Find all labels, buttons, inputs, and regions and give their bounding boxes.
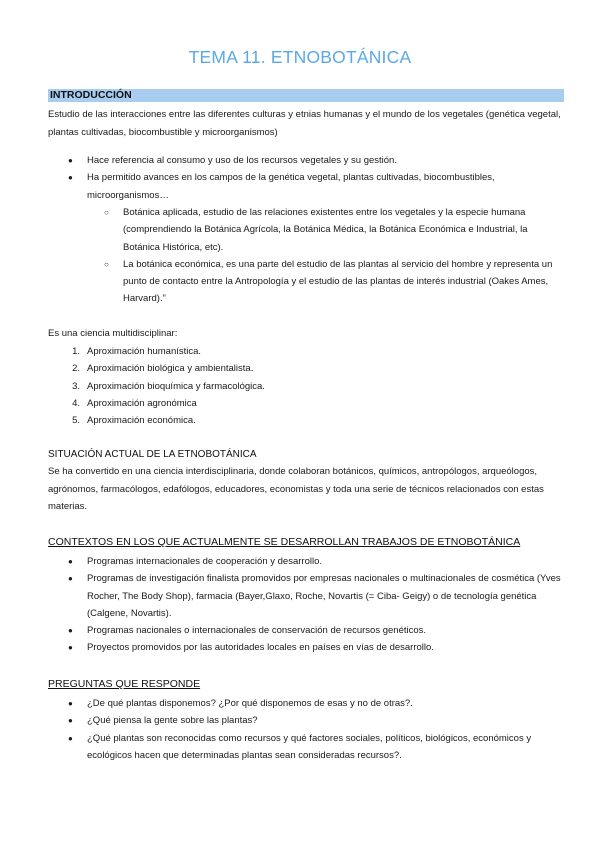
list-item: 4. Aproximación agronómica bbox=[72, 397, 197, 409]
list-item: ● Programas nacionales o internacionales de conservación de recursos genéticos. bbox=[68, 622, 566, 639]
list-item: ○ Botánica aplicada, estudio de las relaciones existentes entre los vegetales y la especie humana (comprendiendo la Botánica Agrícola, la Botánica Médica, la Botánica Económica e Industrial, la Botánica Histórica, etc). bbox=[104, 204, 566, 256]
contextos-heading: CONTEXTOS EN LOS QUE ACTUALMENTE SE DESARROLLAN TRABAJOS DE ETNOBOTÁNICA bbox=[48, 536, 521, 548]
bullet-icon: ● bbox=[68, 733, 73, 743]
bullet-icon: ● bbox=[68, 643, 73, 653]
list-item: 3. Aproximación bioquímica y farmacológica. bbox=[72, 380, 265, 392]
multidisciplinar-list bbox=[60, 343, 580, 429]
preguntas-list bbox=[68, 695, 566, 764]
hollow-bullet-icon: ○ bbox=[104, 208, 109, 217]
preguntas-heading: PREGUNTAS QUE RESPONDE bbox=[48, 678, 201, 690]
intro-heading-bar bbox=[48, 89, 564, 102]
list-item: ○ La botánica económica, es una parte del estudio de las plantas al servicio del hombre y representa un punto de contacto entre la Antropología y el estudio de las plantas de interés industrial (Oakes Ames, Harvard).” bbox=[104, 256, 566, 308]
bullet-icon: ● bbox=[68, 716, 73, 726]
intro-sub-bullet-list bbox=[104, 204, 566, 308]
contextos-list bbox=[68, 553, 566, 657]
intro-heading: INTRODUCCIÓN bbox=[50, 89, 132, 101]
situacion-text: Se ha convertido en una ciencia interdisciplinaria, donde colaboran botánicos, químicos, antropólogos, arqueólogos, agrónomos, farmacólogos, edafólogos, educadores, economistas y toda una serie de técnicos relacionados con estas materias. bbox=[48, 466, 544, 512]
list-item: ● Ha permitido avances en los campos de la genética vegetal, plantas cultivadas, biocombustibles, microorganismos… bbox=[68, 169, 567, 204]
bullet-icon: ● bbox=[68, 699, 73, 708]
situacion-heading: SITUACIÓN ACTUAL DE LA ETNOBOTÁNICA bbox=[48, 449, 257, 460]
list-item: 5. Aproximación económica. bbox=[72, 415, 196, 427]
list-item: ● ¿Qué piensa la gente sobre las plantas? bbox=[68, 712, 566, 729]
list-item: ● Proyectos promovidos por las autoridades locales en países en vías de desarrollo. bbox=[68, 639, 566, 656]
list-item: 2. Aproximación biológica y ambientalista. bbox=[72, 363, 254, 375]
bullet-icon: ● bbox=[68, 626, 73, 636]
intro-text: Estudio de las interacciones entre las diferentes culturas y etnias humanas y el mundo de los vegetales (genética vegetal, plantas cultivadas, biocombustible y microorganismos) bbox=[48, 109, 561, 138]
list-item: ● Programas internacionales de cooperación y desarrollo. bbox=[68, 553, 566, 570]
bullet-icon: ● bbox=[68, 173, 73, 183]
list-item: ● Programas de investigación finalista promovidos por empresas nacionales o multinacionales de cosmética (Yves Rocher, The Body Shop), farmacia (Bayer,Glaxo, Roche, Novartis (= Ciba- Geigy) o de tecnología genética (Calgene, Novartis). bbox=[68, 570, 566, 622]
list-item: ● Hace referencia al consumo y uso de los recursos vegetales y su gestión. bbox=[68, 152, 588, 169]
page-title: TEMA 11. ETNOBOTÁNICA bbox=[188, 47, 412, 67]
bullet-icon: ● bbox=[68, 574, 73, 584]
hollow-bullet-icon: ○ bbox=[104, 259, 109, 269]
intro-bullet-list bbox=[68, 152, 588, 204]
list-item: ● ¿Qué plantas son reconocidas como recursos y qué factores sociales, políticos, biológicos, económicos y ecológicos hacen que determinadas plantas sean consideradas recursos?. bbox=[68, 730, 566, 765]
list-item: ● ¿De qué plantas disponemos? ¿Por qué disponemos de esas y no de otras?. bbox=[68, 695, 566, 712]
multidisciplinar-lead: Es una ciencia multidisciplinar: bbox=[48, 328, 178, 339]
list-item: 1. Aproximación humanística. bbox=[72, 346, 202, 357]
bullet-icon: ● bbox=[68, 557, 73, 566]
bullet-icon: ● bbox=[68, 156, 73, 165]
